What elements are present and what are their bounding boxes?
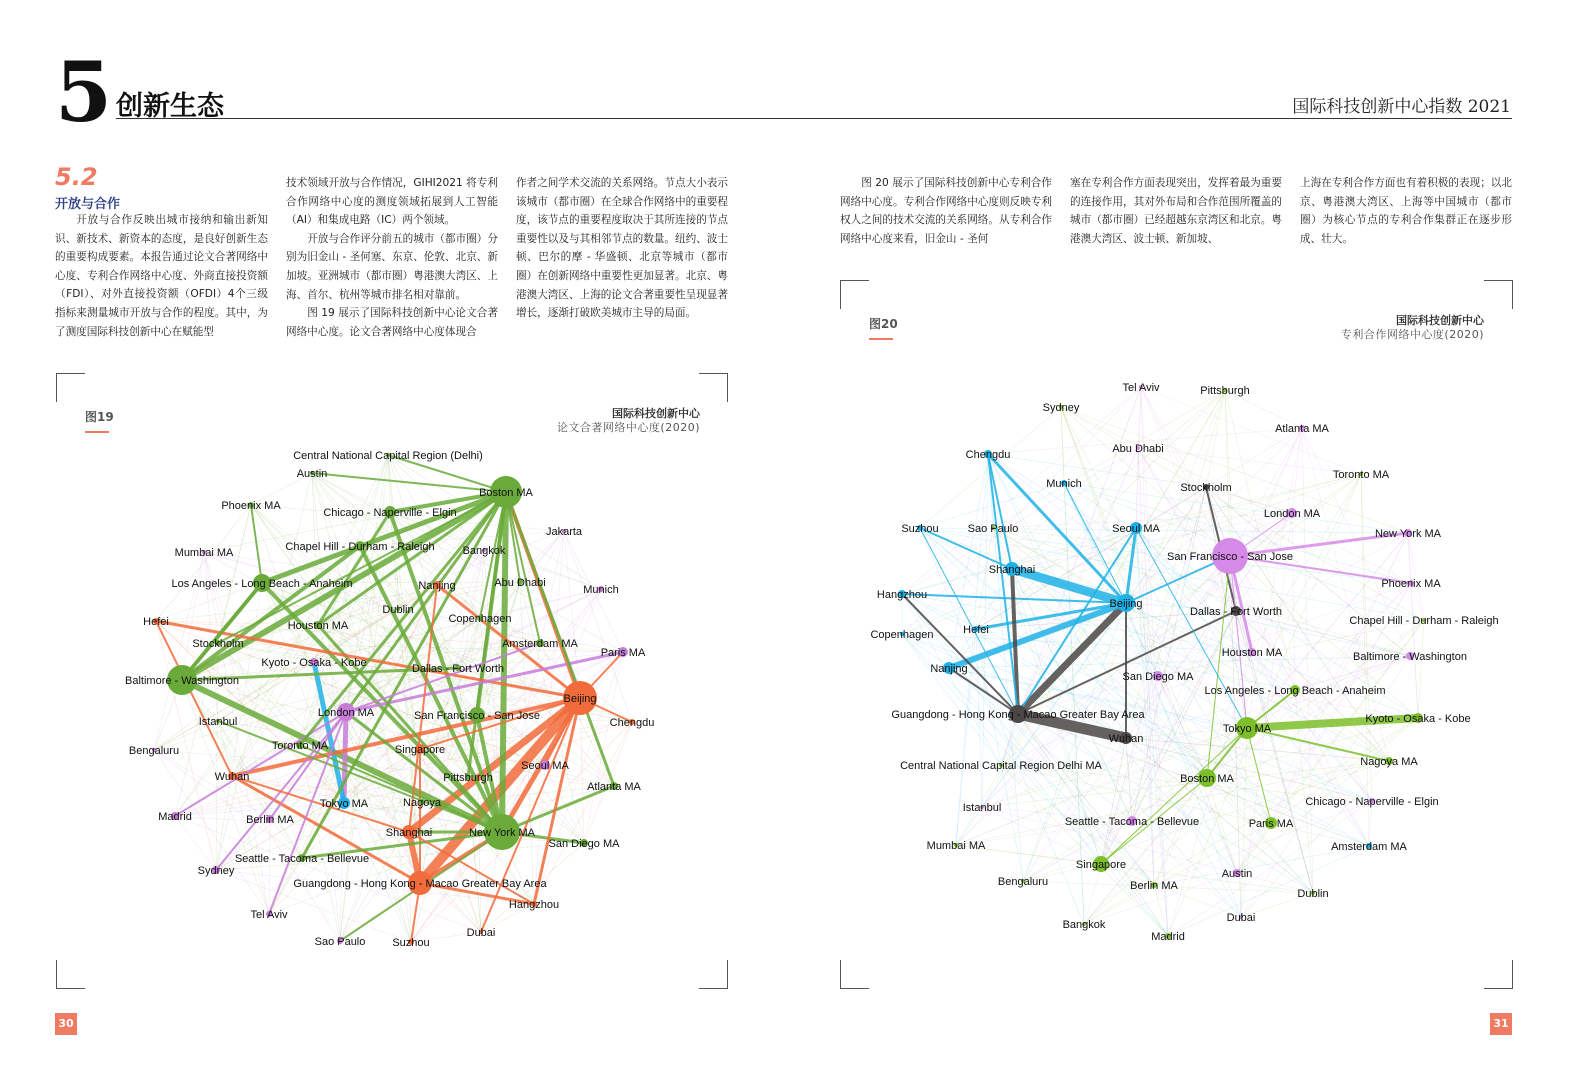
node-label: Bengaluru	[997, 876, 1049, 888]
node-label: London MA	[1263, 508, 1321, 520]
node-label: Central National Capital Region Delhi MA	[900, 760, 1102, 772]
node-label: New York MA	[1374, 528, 1442, 540]
node-label: Stockholm	[1180, 482, 1232, 494]
section-title: 开放与合作	[55, 197, 121, 212]
left-text-column-2	[286, 174, 498, 341]
node-label: Bangkok	[1062, 919, 1106, 931]
node-label: Amsterdam MA	[502, 638, 578, 650]
node-label: Nanjing	[930, 663, 968, 675]
node-label: Istanbul	[962, 802, 1002, 814]
network-edge	[584, 652, 623, 843]
network-edge	[1001, 765, 1168, 936]
network-edge	[993, 390, 1225, 528]
node-label: Guangdong - Hong Kong - Macao Greater Bay Area	[891, 709, 1145, 721]
node-label: Sydney	[1042, 402, 1080, 414]
node-label: Los Angeles - Long Beach - Anaheim	[1204, 685, 1386, 697]
node-label: Hefei	[143, 616, 169, 628]
node-label: Los Angeles - Long Beach - Anaheim	[171, 578, 353, 590]
node-label: Tokyo MA	[1222, 723, 1272, 735]
network-edge	[175, 816, 216, 870]
right-text-column-3	[1300, 174, 1512, 248]
network-edge	[344, 712, 346, 803]
node-label: Chapel Hill - Durham - Raleigh	[285, 541, 435, 553]
node-label: Shanghai	[988, 564, 1036, 576]
paragraph: 开放与合作反映出城市接纳和输出新知识、新技术、新资本的态度，是良好创新生态的重要构成要素。本报告通过论文合著网络中心度、专利合作网络中心度、外商直接投资额（FDI）、对外直接投资额（OFDI）4个三级指标来测量城市开放与合作的程度。其中，为了测度国际科技创新中心在赋能型	[55, 214, 268, 338]
node-label: Sao Paulo	[314, 936, 366, 948]
node-label: Sydney	[197, 865, 235, 877]
node-label: Suzhou	[392, 937, 430, 949]
network-edge	[182, 583, 262, 680]
node-label: Mumbai MA	[174, 547, 234, 559]
frame-corner	[56, 373, 85, 402]
chapter-number: 5	[55, 45, 113, 141]
node-label: Phoenix MA	[1381, 578, 1441, 590]
network-edge	[988, 454, 1206, 487]
paragraph: 图 19 展示了国际科技创新中心论文合著网络中心度。论文合著网络中心度体现合	[286, 307, 498, 338]
node-label: Hefei	[963, 624, 989, 636]
node-label: Atlanta MA	[1275, 423, 1329, 435]
figure-19-underline	[85, 431, 109, 433]
node-label: Austin	[1221, 868, 1253, 880]
node-label: San Francisco - San Jose	[1167, 551, 1293, 563]
node-label: Singapore	[1075, 859, 1127, 871]
node-label: Beijing	[1109, 598, 1143, 610]
node-label: Seattle - Tacoma - Bellevue	[1064, 816, 1200, 828]
paragraph: 开放与合作评分前五的城市（都市圈）分别为旧金山 - 圣何塞、东京、伦敦、北京、新加坡。亚洲城市（都市圈）粤港澳大湾区、上海、首尔、杭州等城市排名相对靠前。	[286, 232, 498, 301]
node-label: San Francisco - San Jose	[414, 710, 540, 722]
figure-20-label: 图20	[869, 317, 898, 331]
paragraph: 图 20 展示了国际科技创新中心专利合作网络中心度。专利合作网络中心度则反映专利权人之间的技术交流的关系网络。从专利合作网络中心度来看，旧金山 - 圣何	[840, 177, 1052, 245]
node-label: Houston MA	[287, 620, 349, 632]
node-label: Amsterdam MA	[1331, 841, 1407, 853]
node-label: Seoul MA	[521, 760, 569, 772]
node-label: Berlin MA	[246, 814, 294, 826]
figure-20-network	[840, 370, 1512, 955]
node-label: Chapel Hill - Durham - Raleigh	[1349, 615, 1499, 627]
figure-19-label: 图19	[85, 410, 114, 424]
frame-corner	[699, 960, 728, 989]
figure-20-subtitle: 专利合作网络中心度(2020)	[1340, 328, 1484, 341]
chapter-title: 创新生态	[116, 91, 224, 122]
node-label: Copenhagen	[870, 629, 934, 641]
node-label: Kyoto - Osaka - Kobe	[261, 657, 367, 669]
node-label: Bangkok	[462, 545, 506, 557]
node-label: Baltimore - Washington	[125, 675, 239, 687]
node-label: Munich	[1046, 478, 1082, 490]
node-label: Dublin	[382, 604, 414, 616]
network-edge	[1084, 778, 1207, 924]
frame-corner	[56, 960, 85, 989]
paragraph: 上海在专利合作方面也有着积极的表现；以北京、粤港澳大湾区、上海等中国城市（都市圈）为核心节点的专利合作集群正在逐步形成、壮大。	[1300, 177, 1512, 245]
frame-corner	[1484, 960, 1513, 989]
node-label: San Diego MA	[548, 838, 620, 850]
network-edge	[1241, 728, 1247, 917]
node-label: Abu Dhabi	[1112, 443, 1164, 455]
node-label: New York MA	[468, 827, 536, 839]
paragraph: 塞在专利合作方面表现突出，发挥着最为重要的连接作用，其对外布局和合作范围所覆盖的城市（都市圈）已经超越东京湾区和北京。粤港澳大湾区、波士顿、新加坡、	[1070, 177, 1282, 245]
figure-19-source: 国际科技创新中心	[612, 407, 700, 420]
network-edge	[154, 750, 269, 914]
section-number: 5.2	[55, 163, 98, 191]
node-label: Dallas - Fort Worth	[411, 663, 505, 675]
node-label: Mumbai MA	[926, 840, 986, 852]
node-label: Beijing	[563, 693, 597, 705]
network-edge	[902, 594, 1001, 765]
node-label: Madrid	[1151, 931, 1185, 943]
node-label: Houston MA	[1221, 647, 1283, 659]
paragraph: 技术领域开放与合作情况，GIHI2021 将专利合作网络中心度的测度领域拓展到人工智能（AI）和集成电路（IC）两个领域。	[286, 177, 498, 227]
node-label: Pittsburgh	[443, 772, 493, 784]
node-label: Sao Paulo	[967, 523, 1019, 535]
network-edge	[1158, 676, 1207, 778]
node-label: Madrid	[158, 811, 192, 823]
node-label: San Diego MA	[1122, 671, 1194, 683]
node-label: Abu Dhabi	[494, 577, 546, 589]
frame-corner	[1484, 280, 1513, 309]
node-label: Central National Capital Region (Delhi)	[293, 450, 483, 462]
node-label: Suzhou	[901, 523, 939, 535]
node-label: Nagoya MA	[1360, 756, 1418, 768]
node-label: Jakarta	[545, 526, 583, 538]
left-text-column-1	[55, 211, 268, 341]
report-title: 国际科技创新中心指数 2021	[1292, 97, 1511, 117]
node-label: Paris MA	[600, 647, 646, 659]
network-edge	[1292, 428, 1302, 513]
node-label: Hangzhou	[508, 899, 560, 911]
node-label: Nanjing	[418, 580, 456, 592]
node-label: London MA	[317, 707, 375, 719]
node-label: Copenhagen	[448, 613, 512, 625]
figure-19-network	[56, 440, 728, 955]
node-label: Chengdu	[609, 717, 655, 729]
network-edge	[1206, 390, 1225, 487]
node-label: Bengaluru	[128, 745, 180, 757]
node-label: Dubai	[1226, 912, 1256, 924]
node-label: Wuhan	[214, 771, 250, 783]
figure-20-source: 国际科技创新中心	[1396, 314, 1484, 327]
node-label: Seattle - Tacoma - Bellevue	[234, 853, 370, 865]
node-label: Dubai	[466, 927, 496, 939]
node-label: Dallas - Fort Worth	[1189, 606, 1283, 618]
node-label: Hangzhou	[876, 589, 928, 601]
node-label: Kyoto - Osaka - Kobe	[1365, 713, 1471, 725]
node-label: Guangdong - Hong Kong - Macao Greater Bay Area	[293, 878, 547, 890]
node-label: Istanbul	[198, 716, 238, 728]
frame-corner	[840, 280, 869, 309]
figure-19-subtitle: 论文合著网络中心度(2020)	[556, 421, 700, 434]
node-label: Shanghai	[385, 827, 433, 839]
network-edge	[1292, 513, 1295, 690]
network-edge	[902, 528, 1136, 634]
right-text-column-1	[840, 174, 1052, 248]
node-label: Toronto MA	[1332, 469, 1390, 481]
node-label: Tel Aviv	[250, 909, 288, 921]
node-label: Toronto MA	[271, 740, 329, 752]
node-label: Seoul MA	[1112, 523, 1160, 535]
node-label: Singapore	[394, 744, 446, 756]
node-label: Boston MA	[479, 487, 533, 499]
node-label: Berlin MA	[1130, 880, 1178, 892]
page-number-left: 30	[55, 1013, 77, 1035]
node-label: Phoenix MA	[221, 500, 281, 512]
node-label: Wuhan	[1108, 733, 1144, 745]
header-rule	[116, 118, 1512, 119]
page-number-right: 31	[1490, 1013, 1512, 1035]
network-edge	[502, 492, 506, 832]
right-text-column-2	[1070, 174, 1282, 248]
node-label: Chicago - Naperville - Elgin	[1305, 796, 1439, 808]
left-text-column-3	[516, 174, 728, 323]
network-edge	[1418, 620, 1424, 718]
node-label: Munich	[583, 584, 619, 596]
network-edge	[956, 454, 988, 845]
node-label: Austin	[296, 468, 328, 480]
node-label: Tokyo MA	[319, 798, 369, 810]
node-label: Atlanta MA	[587, 781, 641, 793]
node-label: Stockholm	[192, 638, 244, 650]
node-label: Tel Aviv	[1122, 382, 1160, 394]
paragraph: 作者之间学术交流的关系网络。节点大小表示该城市（都市圈）在全球合作网络中的重要程度，该节点的重要程度取决于其所连接的节点重要性以及与其相邻节点的数量。纽约、波士顿、巴尔的摩 - 华盛顿、北京等城市（都市圈）在创新网络中重要性更加显著。北京、粤港澳大湾区、上海的论文合著重要性呈现显著增长，逐渐打破欧美城市主导的局面。	[516, 177, 728, 320]
node-label: Pittsburgh	[1200, 385, 1250, 397]
frame-corner	[840, 960, 869, 989]
frame-corner	[699, 373, 728, 402]
node-label: Baltimore - Washington	[1353, 651, 1467, 663]
node-label: Nagoya	[403, 797, 441, 809]
network-edge	[1271, 533, 1408, 823]
node-label: Paris MA	[1248, 818, 1294, 830]
node-label: Chicago - Naperville - Elgin	[323, 507, 457, 519]
node-label: Chengdu	[965, 449, 1011, 461]
node-label: Dublin	[1297, 888, 1329, 900]
figure-20-underline	[869, 338, 893, 340]
node-label: Boston MA	[1180, 773, 1234, 785]
